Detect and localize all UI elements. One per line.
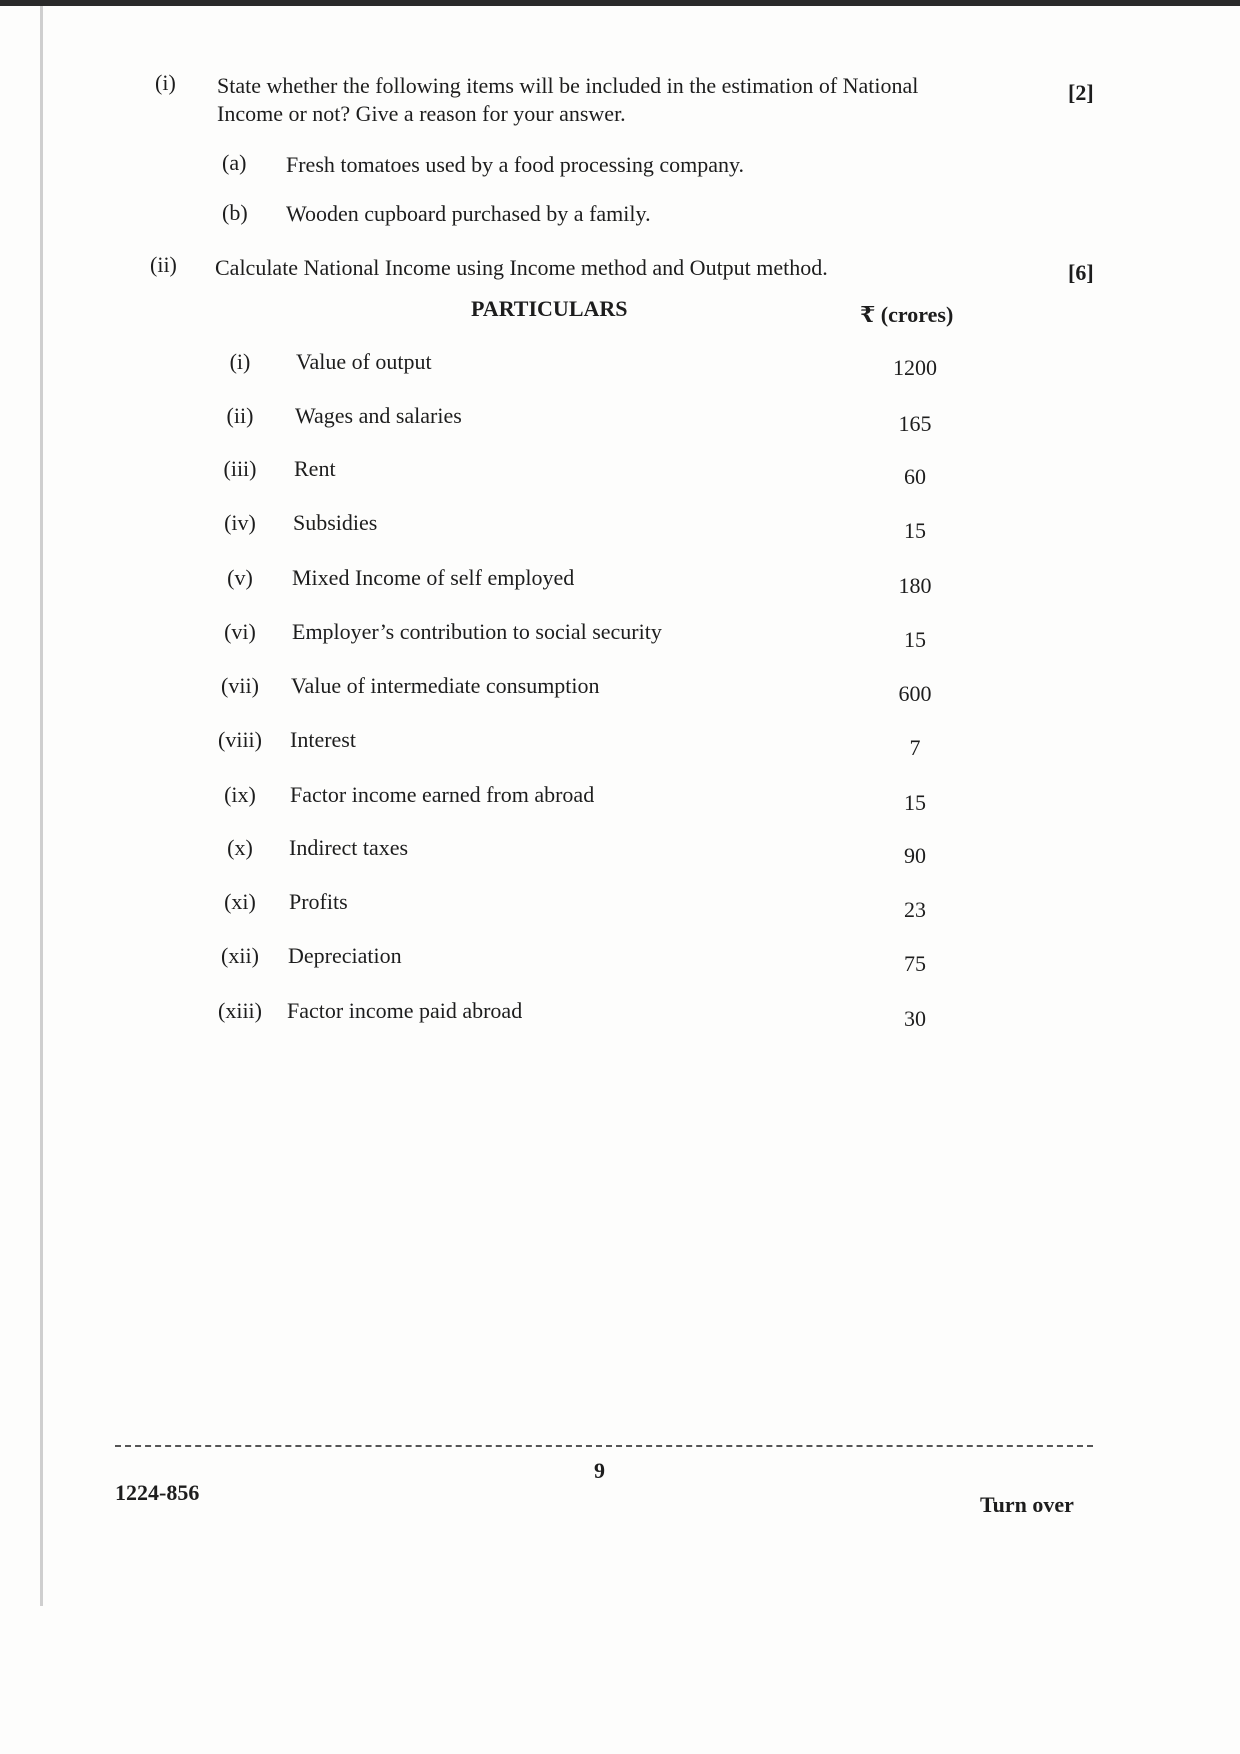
row-number: (i) [229,349,251,374]
question-i-marks: [2] [1068,80,1094,105]
table-row [0,889,1240,929]
row-label: Factor income earned from abroad [290,782,595,807]
row-number: (ii) [226,403,254,428]
row-label: Depreciation [288,943,402,968]
top-border [0,0,1240,6]
table-row [0,943,1240,983]
row-value: 600 [898,681,932,706]
table-row [0,782,1240,822]
page-number: 9 [594,1458,605,1483]
table-row [0,510,1240,550]
row-label: Factor income paid abroad [287,998,523,1023]
row-value: 7 [909,735,921,760]
row-label: Value of output [296,349,432,374]
table-row [0,727,1240,767]
row-label: Subsidies [293,510,378,535]
row-value: 23 [904,897,926,922]
row-label: Mixed Income of self employed [292,565,575,590]
table-row [0,673,1240,713]
row-number: (ix) [224,782,256,807]
row-number: (vii) [221,673,259,698]
row-label: Employer’s contribution to social security [292,619,662,644]
row-number: (iii) [223,456,257,481]
table-row [0,998,1240,1038]
question-ii-number: (ii) [150,252,177,277]
table-row [0,835,1240,875]
row-value: 15 [904,790,926,815]
row-number: (vi) [224,619,256,644]
row-number: (xii) [221,943,259,968]
option-a-text: Fresh tomatoes used by a food processing company. [286,152,745,177]
question-i-number: (i) [155,70,176,95]
row-number: (xi) [224,889,256,914]
question-ii-marks: [6] [1068,260,1094,285]
row-number: (xiii) [218,998,262,1023]
footer-divider [115,1445,1093,1447]
table-header-particulars: PARTICULARS [471,296,628,321]
row-label: Indirect taxes [289,835,409,860]
row-number: (x) [227,835,253,860]
row-value: 30 [904,1006,926,1031]
question-ii-text: Calculate National Income using Income method and Output method. [215,255,828,280]
table-row [0,619,1240,659]
table-row [0,403,1240,443]
option-b-text: Wooden cupboard purchased by a family. [286,201,651,226]
row-number: (v) [227,565,253,590]
row-label: Profits [289,889,348,914]
row-number: (viii) [218,727,262,752]
row-label: Rent [294,456,336,481]
option-a-label: (a) [222,150,247,175]
question-i-text-line1: State whether the following items will be included in the estimation of National [217,73,919,98]
row-value: 15 [904,627,926,652]
turn-over-label: Turn over [980,1492,1074,1517]
row-label: Value of intermediate consumption [291,673,600,698]
table-row [0,565,1240,605]
table-header-amount: ₹ (crores) [860,302,954,327]
table-row [0,456,1240,496]
option-b-label: (b) [222,200,248,225]
row-value: 75 [904,951,926,976]
row-value: 90 [904,843,926,868]
row-value: 15 [904,518,926,543]
row-value: 165 [898,411,932,436]
table-row [0,349,1240,389]
row-label: Interest [290,727,356,752]
row-number: (iv) [224,510,256,535]
row-value: 180 [898,573,932,598]
question-i-text-line2: Income or not? Give a reason for your answer. [217,101,626,126]
paper-code: 1224-856 [115,1480,200,1505]
row-label: Wages and salaries [295,403,462,428]
row-value: 60 [904,464,926,489]
row-value: 1200 [893,355,937,380]
